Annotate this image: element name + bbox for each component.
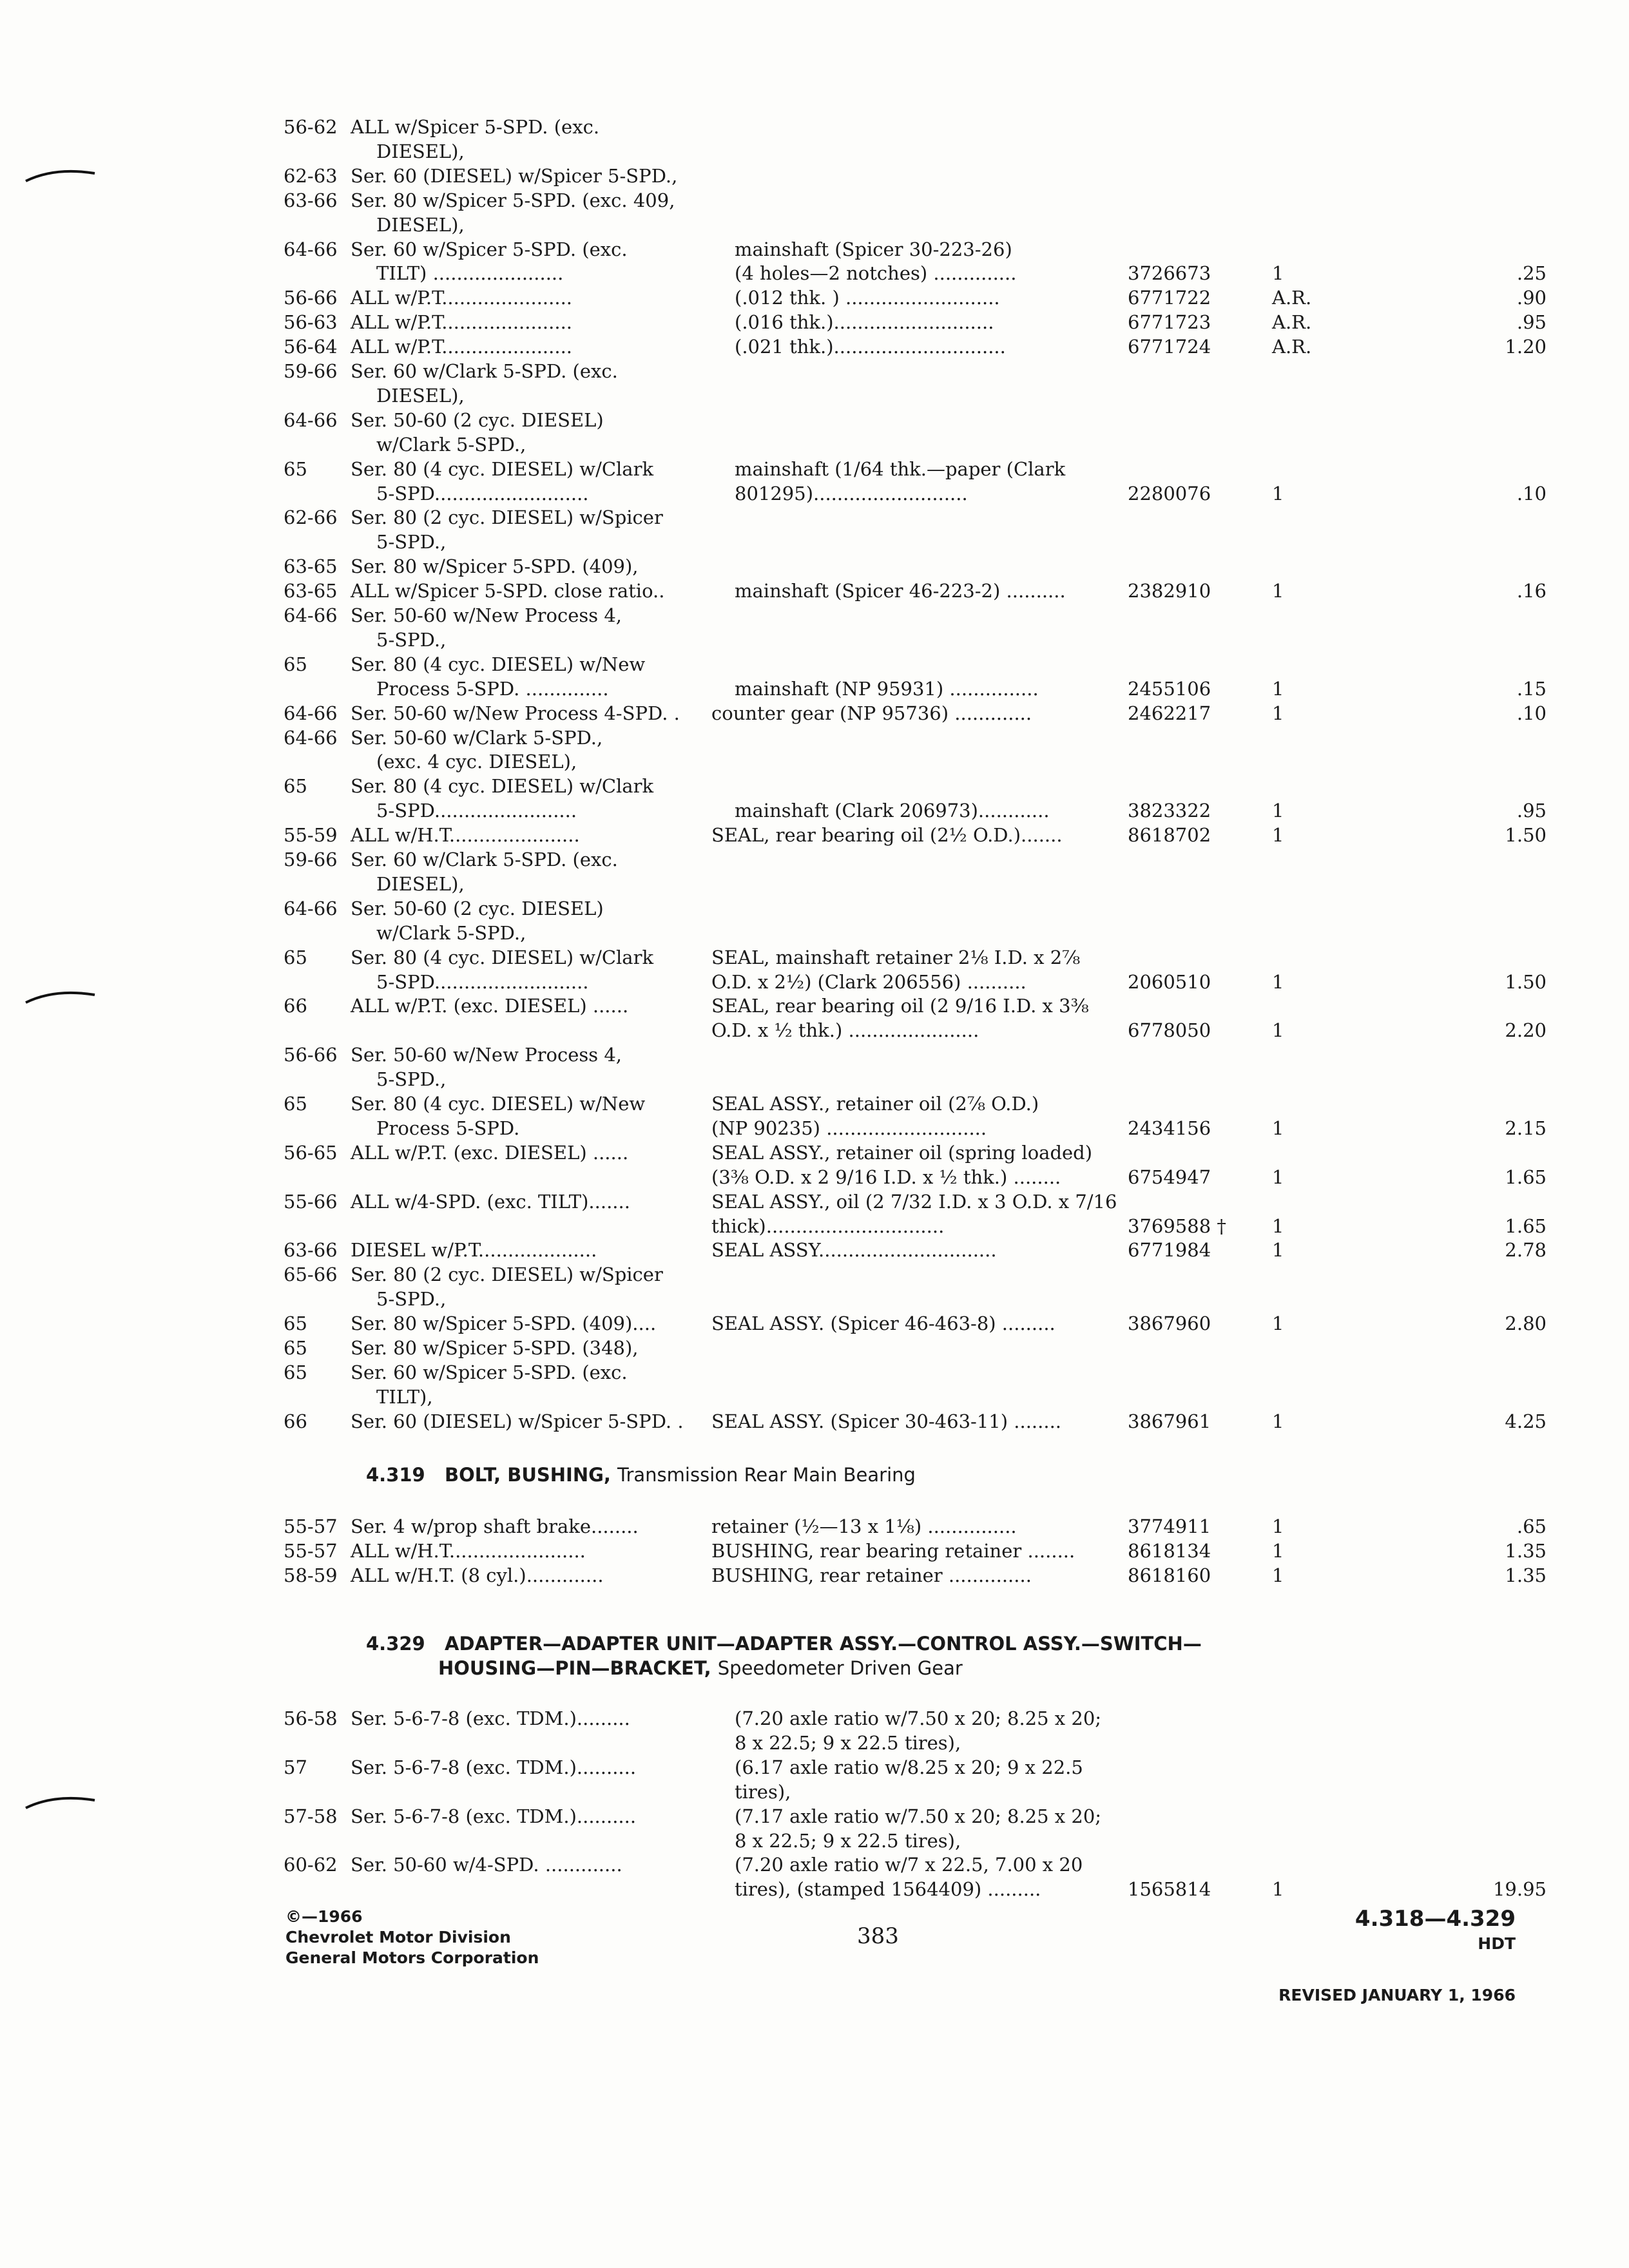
application-cell: Ser. 80 w/Spicer 5-SPD. (348), — [351, 1337, 639, 1359]
year-cell: 65 — [284, 1312, 307, 1335]
price-cell: .95 — [1516, 800, 1547, 822]
application-cell: 5-SPD.......................... — [376, 482, 589, 505]
part-name-cell: (4 holes—2 notches) .............. — [735, 262, 1017, 285]
table-row — [284, 1140, 1547, 1165]
table-row — [284, 530, 1547, 554]
part-number-cell: 6754947 — [1128, 1166, 1211, 1188]
part-number-cell: 2434156 — [1128, 1117, 1211, 1139]
table-row — [284, 749, 1547, 774]
table-row — [284, 1409, 1547, 1434]
year-cell: 65 — [284, 653, 307, 675]
table-row — [284, 481, 1547, 506]
part-number-cell: 8618702 — [1128, 824, 1211, 847]
year-cell: 66 — [284, 1410, 307, 1432]
application-cell: ALL w/P.T...................... — [351, 336, 573, 358]
table-row — [284, 1755, 1547, 1780]
table-row — [284, 213, 1547, 237]
section-number: 4.319 — [366, 1464, 425, 1486]
application-cell: DIESEL), — [376, 213, 465, 236]
quantity-cell: 1 — [1272, 482, 1284, 505]
year-cell: 56-63 — [284, 311, 338, 334]
application-cell: Ser. 50-60 w/4-SPD. ............. — [351, 1854, 622, 1876]
table-row — [284, 603, 1547, 628]
application-cell: DIESEL), — [376, 872, 465, 895]
application-cell: Ser. 60 w/Clark 5-SPD. (exc. — [351, 849, 618, 870]
application-cell: DIESEL w/P.T.................... — [351, 1239, 597, 1262]
table-row — [284, 1780, 1547, 1804]
table-row — [284, 432, 1547, 457]
application-cell: Ser. 60 (DIESEL) w/Spicer 5-SPD., — [351, 164, 678, 187]
part-name-cell: (7.17 axle ratio w/7.50 x 20; 8.25 x 20; — [735, 1805, 1102, 1827]
table-row — [284, 237, 1547, 262]
year-cell: 63-66 — [284, 1239, 338, 1262]
application-cell: ALL w/H.T....................... — [351, 1539, 586, 1562]
part-name-cell: counter gear (NP 95736) ............. — [711, 702, 1032, 724]
part-number-cell: 2462217 — [1128, 702, 1211, 724]
price-cell: .90 — [1516, 287, 1547, 309]
application-cell: ALL w/P.T...................... — [351, 287, 573, 309]
part-name-cell: SEAL ASSY.............................. — [711, 1239, 997, 1262]
table-row — [284, 628, 1547, 652]
year-cell: 65 — [284, 1337, 307, 1359]
table-row — [284, 1018, 1547, 1043]
part-number-cell: 6771724 — [1128, 336, 1211, 358]
table-row — [284, 1385, 1547, 1409]
application-cell: w/Clark 5-SPD., — [376, 433, 526, 456]
application-cell: Process 5-SPD. — [376, 1117, 520, 1139]
application-cell: Ser. 80 (4 cyc. DIESEL) w/New — [351, 1093, 646, 1115]
table-row — [284, 310, 1547, 334]
application-cell: Ser. 4 w/prop shaft brake........ — [351, 1515, 639, 1537]
table-row — [284, 359, 1547, 383]
part-name-cell: O.D. x ½ thk.) ...................... — [711, 1019, 979, 1042]
application-cell: Ser. 80 (2 cyc. DIESEL) w/Spicer — [351, 1264, 663, 1286]
table-row — [284, 1287, 1547, 1311]
table-row — [284, 164, 1547, 188]
part-name-cell: SEAL ASSY. (Spicer 30-463-11) ........ — [711, 1410, 1061, 1432]
year-cell: 65 — [284, 1093, 307, 1115]
table-row — [284, 457, 1547, 481]
quantity-cell: 1 — [1272, 1410, 1284, 1432]
application-cell: TILT), — [376, 1385, 433, 1408]
application-cell: 5-SPD., — [376, 531, 447, 553]
part-name-cell: SEAL ASSY., oil (2 7/32 I.D. x 3 O.D. x 7/16 — [711, 1190, 1117, 1213]
year-cell: 56-62 — [284, 116, 338, 138]
table-row — [284, 677, 1547, 701]
part-number-cell: 6778050 — [1128, 1019, 1211, 1042]
table-row — [284, 1804, 1547, 1829]
revised-date: REVISED JANUARY 1, 1966 — [1278, 1986, 1516, 2004]
part-number-cell: 3774911 — [1128, 1515, 1211, 1537]
table-row — [284, 1165, 1547, 1189]
application-cell: 5-SPD., — [376, 1068, 447, 1091]
part-name-cell: 801295).......................... — [735, 482, 968, 505]
table-row — [284, 1311, 1547, 1336]
table-row — [284, 945, 1547, 970]
application-cell: 5-SPD........................ — [376, 800, 577, 822]
part-name-cell: thick).............................. — [711, 1215, 945, 1237]
year-cell: 64-66 — [284, 702, 338, 724]
part-number-cell: 6771722 — [1128, 287, 1211, 309]
application-cell: ALL w/P.T. (exc. DIESEL) ...... — [351, 995, 629, 1017]
quantity-cell: 1 — [1272, 1878, 1284, 1901]
price-cell: 1.20 — [1505, 336, 1547, 358]
price-cell: 1.65 — [1505, 1215, 1547, 1237]
application-cell: ALL w/H.T...................... — [351, 824, 580, 847]
part-name-cell: mainshaft (NP 95931) ............... — [735, 677, 1039, 700]
part-name-cell: retainer (½—13 x 1⅛) ............... — [711, 1515, 1017, 1537]
quantity-cell: 1 — [1272, 262, 1284, 285]
table-row — [284, 261, 1547, 285]
application-cell: Ser. 80 w/Spicer 5-SPD. (409).... — [351, 1312, 657, 1335]
part-name-cell: SEAL, rear bearing oil (2½ O.D.)....... — [711, 824, 1063, 847]
table-row — [284, 505, 1547, 530]
price-cell: .95 — [1516, 311, 1547, 334]
year-cell: 62-63 — [284, 164, 338, 187]
binder-mark — [23, 1791, 100, 1814]
section-title: BOLT, BUSHING, — [445, 1464, 611, 1486]
year-cell: 64-66 — [284, 238, 338, 260]
table-row — [284, 1514, 1547, 1539]
binder-mark — [23, 164, 100, 187]
application-cell: Ser. 5-6-7-8 (exc. TDM.)......... — [351, 1707, 630, 1729]
section-title: HOUSING—PIN—BRACKET, — [438, 1657, 711, 1679]
price-cell: 2.15 — [1505, 1117, 1547, 1139]
price-cell: .15 — [1516, 677, 1547, 700]
part-number-cell: 8618134 — [1128, 1539, 1211, 1562]
part-name-cell: O.D. x 2½) (Clark 206556) .......... — [711, 970, 1027, 993]
part-name-cell: mainshaft (Spicer 30-223-26) — [735, 238, 1012, 260]
copyright: ©—1966 — [285, 1907, 363, 1926]
part-name-cell: (3⅜ O.D. x 2 9/16 I.D. x ½ thk.) ........ — [711, 1166, 1061, 1188]
part-name-cell: SEAL ASSY., retainer oil (2⅞ O.D.) — [711, 1093, 1039, 1115]
price-cell: .10 — [1516, 702, 1547, 724]
table-row — [284, 1043, 1547, 1067]
table-row — [284, 994, 1547, 1018]
quantity-cell: 1 — [1272, 1215, 1284, 1237]
application-cell: Ser. 5-6-7-8 (exc. TDM.).......... — [351, 1805, 637, 1827]
application-cell: Ser. 50-60 w/New Process 4, — [351, 604, 622, 626]
application-cell: Ser. 80 (4 cyc. DIESEL) w/Clark — [351, 775, 654, 798]
part-name-cell: SEAL, mainshaft retainer 2⅛ I.D. x 2⅞ — [711, 946, 1081, 968]
year-cell: 59-66 — [284, 360, 338, 382]
year-cell: 56-64 — [284, 336, 338, 358]
price-cell: .25 — [1516, 262, 1547, 285]
part-number-cell: 3823322 — [1128, 800, 1211, 822]
year-cell: 65-66 — [284, 1264, 338, 1286]
part-name-cell: mainshaft (Spicer 46-223-2) .......... — [735, 580, 1066, 602]
year-cell: 66 — [284, 995, 307, 1017]
section-number: 4.329 — [366, 1633, 425, 1655]
application-cell: (exc. 4 cyc. DIESEL), — [376, 751, 577, 773]
part-name-cell: (NP 90235) ........................... — [711, 1117, 987, 1139]
application-cell: ALL w/P.T...................... — [351, 311, 573, 334]
table-row — [284, 554, 1547, 579]
quantity-cell: 1 — [1272, 1312, 1284, 1335]
page-number: 383 — [857, 1923, 899, 1949]
application-cell: Ser. 50-60 w/New Process 4-SPD. . — [351, 702, 680, 724]
corporation: General Motors Corporation — [285, 1948, 539, 1967]
quantity-cell: 1 — [1272, 677, 1284, 700]
part-number-cell: 6771984 — [1128, 1239, 1211, 1262]
application-cell: w/Clark 5-SPD., — [376, 921, 526, 944]
year-cell: 56-65 — [284, 1141, 338, 1164]
quantity-cell: 1 — [1272, 1117, 1284, 1139]
section-subtitle: Speedometer Driven Gear — [717, 1657, 963, 1679]
part-name-cell: mainshaft (Clark 206973)............ — [735, 800, 1050, 822]
table-row — [284, 1563, 1547, 1588]
application-cell: Ser. 5-6-7-8 (exc. TDM.).......... — [351, 1756, 637, 1778]
table-row — [284, 1116, 1547, 1140]
part-number-cell: 8618160 — [1128, 1564, 1211, 1586]
price-cell: 1.35 — [1505, 1539, 1547, 1562]
price-cell: 19.95 — [1492, 1878, 1547, 1901]
quantity-cell: 1 — [1272, 1515, 1284, 1537]
quantity-cell: 1 — [1272, 702, 1284, 724]
application-cell: TILT) ...................... — [376, 262, 564, 285]
price-cell: 1.65 — [1505, 1166, 1547, 1188]
part-number-cell: 3726673 — [1128, 262, 1211, 285]
table-row — [284, 896, 1547, 921]
year-cell: 65 — [284, 1361, 307, 1383]
part-name-cell: tires), (stamped 1564409) ......... — [735, 1878, 1041, 1901]
table-row — [284, 139, 1547, 164]
part-name-cell: tires), — [735, 1780, 791, 1803]
application-cell: 5-SPD.......................... — [376, 970, 589, 993]
year-cell: 62-66 — [284, 506, 338, 529]
application-cell: ALL w/Spicer 5-SPD. close ratio.. — [351, 580, 665, 602]
quantity-cell: 1 — [1272, 1239, 1284, 1262]
section-title: ADAPTER—ADAPTER UNIT—ADAPTER ASSY.—CONTROL ASSY.—SWITCH— — [445, 1633, 1202, 1655]
part-number-cell: 6771723 — [1128, 311, 1211, 334]
year-cell: 56-66 — [284, 1044, 338, 1066]
year-cell: 60-62 — [284, 1854, 338, 1876]
table-row — [284, 1189, 1547, 1214]
catalog-code: HDT — [1478, 1934, 1516, 1953]
part-name-cell: SEAL, rear bearing oil (2 9/16 I.D. x 3⅜ — [711, 995, 1089, 1017]
application-cell: Ser. 60 w/Spicer 5-SPD. (exc. — [351, 238, 628, 260]
application-cell: Ser. 60 (DIESEL) w/Spicer 5-SPD. . — [351, 1410, 684, 1432]
application-cell: Ser. 50-60 w/Clark 5-SPD., — [351, 726, 603, 749]
application-cell: Process 5-SPD. .............. — [376, 677, 609, 700]
year-cell: 65 — [284, 946, 307, 968]
part-name-cell: 8 x 22.5; 9 x 22.5 tires), — [735, 1829, 961, 1852]
year-cell: 65 — [284, 775, 307, 798]
year-cell: 65 — [284, 457, 307, 480]
part-name-cell: (6.17 axle ratio w/8.25 x 20; 9 x 22.5 — [735, 1756, 1083, 1778]
quantity-cell: 1 — [1272, 580, 1284, 602]
year-cell: 55-57 — [284, 1539, 338, 1562]
price-cell: 2.20 — [1505, 1019, 1547, 1042]
application-cell: 5-SPD., — [376, 628, 447, 651]
application-cell: ALL w/P.T. (exc. DIESEL) ...... — [351, 1141, 629, 1164]
table-row — [284, 383, 1547, 408]
year-cell: 63-65 — [284, 555, 338, 578]
year-cell: 55-66 — [284, 1190, 338, 1213]
section-heading-4329 — [366, 1631, 1202, 1656]
table-row — [284, 798, 1547, 823]
part-name-cell: BUSHING, rear retainer .............. — [711, 1564, 1032, 1586]
table-row — [284, 823, 1547, 847]
year-cell: 57 — [284, 1756, 307, 1778]
section-subtitle: Transmission Rear Main Bearing — [617, 1464, 916, 1486]
application-cell: ALL w/4-SPD. (exc. TILT)....... — [351, 1190, 630, 1213]
table-row — [284, 1539, 1547, 1563]
quantity-cell: 1 — [1272, 1539, 1284, 1562]
part-name-cell: 8 x 22.5; 9 x 22.5 tires), — [735, 1731, 961, 1754]
application-cell: Ser. 80 (4 cyc. DIESEL) w/Clark — [351, 946, 654, 968]
part-number-cell: 1565814 — [1128, 1878, 1211, 1901]
table-row — [284, 1706, 1547, 1731]
year-cell: 57-58 — [284, 1805, 338, 1827]
year-cell: 56-58 — [284, 1707, 338, 1729]
price-cell: 1.50 — [1505, 824, 1547, 847]
part-number-cell: 2280076 — [1128, 482, 1211, 505]
application-cell: ALL w/H.T. (8 cyl.)............. — [351, 1564, 604, 1586]
application-cell: Ser. 50-60 (2 cyc. DIESEL) — [351, 897, 604, 919]
price-cell: 1.35 — [1505, 1564, 1547, 1586]
price-cell: 1.50 — [1505, 970, 1547, 993]
part-name-cell: SEAL ASSY., retainer oil (spring loaded) — [711, 1141, 1093, 1164]
table-row — [284, 1877, 1547, 1901]
application-cell: Ser. 60 w/Clark 5-SPD. (exc. — [351, 360, 618, 382]
quantity-cell: A.R. — [1272, 311, 1312, 334]
quantity-cell: 1 — [1272, 1019, 1284, 1042]
table-row — [284, 115, 1547, 139]
table-row — [284, 921, 1547, 945]
price-cell: .10 — [1516, 482, 1547, 505]
table-row — [284, 1214, 1547, 1238]
price-cell: .65 — [1516, 1515, 1547, 1537]
table-row — [284, 970, 1547, 994]
year-cell: 63-65 — [284, 580, 338, 602]
part-number-cell: 2060510 — [1128, 970, 1211, 993]
application-cell: 5-SPD., — [376, 1288, 447, 1311]
table-row — [284, 1829, 1547, 1853]
section-heading-4329-line2 — [438, 1656, 963, 1680]
table-row — [284, 408, 1547, 432]
application-cell: Ser. 50-60 w/New Process 4, — [351, 1044, 622, 1066]
quantity-cell: A.R. — [1272, 336, 1312, 358]
part-name-cell: SEAL ASSY. (Spicer 46-463-8) ......... — [711, 1312, 1055, 1335]
table-row — [284, 1238, 1547, 1262]
year-cell: 64-66 — [284, 897, 338, 919]
section-range: 4.318—4.329 — [1354, 1906, 1516, 1932]
year-cell: 59-66 — [284, 849, 338, 870]
year-cell: 63-66 — [284, 189, 338, 211]
section-heading-4319 — [366, 1463, 916, 1487]
table-row — [284, 1262, 1547, 1287]
quantity-cell: A.R. — [1272, 287, 1312, 309]
year-cell: 64-66 — [284, 604, 338, 626]
part-number-cell: 2455106 — [1128, 677, 1211, 700]
part-number-cell: 3769588 † — [1128, 1215, 1226, 1237]
part-name-cell: (.021 thk.)............................. — [735, 336, 1006, 358]
table-row — [284, 579, 1547, 603]
table-row — [284, 188, 1547, 213]
table-row — [284, 872, 1547, 896]
year-cell: 55-57 — [284, 1515, 338, 1537]
application-cell: DIESEL), — [376, 140, 465, 162]
year-cell: 56-66 — [284, 287, 338, 309]
table-row — [284, 285, 1547, 310]
table-row — [284, 1336, 1547, 1360]
part-name-cell: (.016 thk.)........................... — [735, 311, 994, 334]
quantity-cell: 1 — [1272, 824, 1284, 847]
table-row — [284, 652, 1547, 677]
part-number-cell: 3867960 — [1128, 1312, 1211, 1335]
part-name-cell: (7.20 axle ratio w/7 x 22.5, 7.00 x 20 — [735, 1854, 1083, 1876]
year-cell: 64-66 — [284, 408, 338, 431]
part-name-cell: BUSHING, rear bearing retainer ........ — [711, 1539, 1075, 1562]
application-cell: Ser. 60 w/Spicer 5-SPD. (exc. — [351, 1361, 628, 1383]
application-cell: Ser. 80 (4 cyc. DIESEL) w/New — [351, 653, 646, 675]
table-row — [284, 1852, 1547, 1877]
price-cell: 2.78 — [1505, 1239, 1547, 1262]
application-cell: Ser. 80 w/Spicer 5-SPD. (409), — [351, 555, 639, 578]
part-number-cell: 3867961 — [1128, 1410, 1211, 1432]
table-row — [284, 1067, 1547, 1091]
part-name-cell: (.012 thk. ) .......................... — [735, 287, 1000, 309]
table-row — [284, 1731, 1547, 1755]
quantity-cell: 1 — [1272, 970, 1284, 993]
application-cell: ALL w/Spicer 5-SPD. (exc. — [351, 116, 600, 138]
table-row — [284, 847, 1547, 872]
quantity-cell: 1 — [1272, 800, 1284, 822]
application-cell: Ser. 80 w/Spicer 5-SPD. (exc. 409, — [351, 189, 675, 211]
price-cell: .16 — [1516, 580, 1547, 602]
quantity-cell: 1 — [1272, 1564, 1284, 1586]
price-cell: 2.80 — [1505, 1312, 1547, 1335]
division: Chevrolet Motor Division — [285, 1928, 511, 1946]
table-row — [284, 1360, 1547, 1385]
part-name-cell: (7.20 axle ratio w/7.50 x 20; 8.25 x 20; — [735, 1707, 1102, 1729]
quantity-cell: 1 — [1272, 1166, 1284, 1188]
table-row — [284, 726, 1547, 750]
year-cell: 55-59 — [284, 824, 338, 847]
table-row — [284, 334, 1547, 359]
application-cell: Ser. 50-60 (2 cyc. DIESEL) — [351, 408, 604, 431]
application-cell: Ser. 80 (4 cyc. DIESEL) w/Clark — [351, 457, 654, 480]
part-number-cell: 2382910 — [1128, 580, 1211, 602]
application-cell: Ser. 80 (2 cyc. DIESEL) w/Spicer — [351, 506, 663, 529]
table-row — [284, 701, 1547, 726]
year-cell: 64-66 — [284, 726, 338, 749]
application-cell: DIESEL), — [376, 384, 465, 407]
price-cell: 4.25 — [1505, 1410, 1547, 1432]
binder-mark — [23, 986, 100, 1009]
year-cell: 58-59 — [284, 1564, 338, 1586]
part-name-cell: mainshaft (1/64 thk.—paper (Clark — [735, 457, 1066, 480]
table-row — [284, 1091, 1547, 1116]
table-row — [284, 774, 1547, 798]
